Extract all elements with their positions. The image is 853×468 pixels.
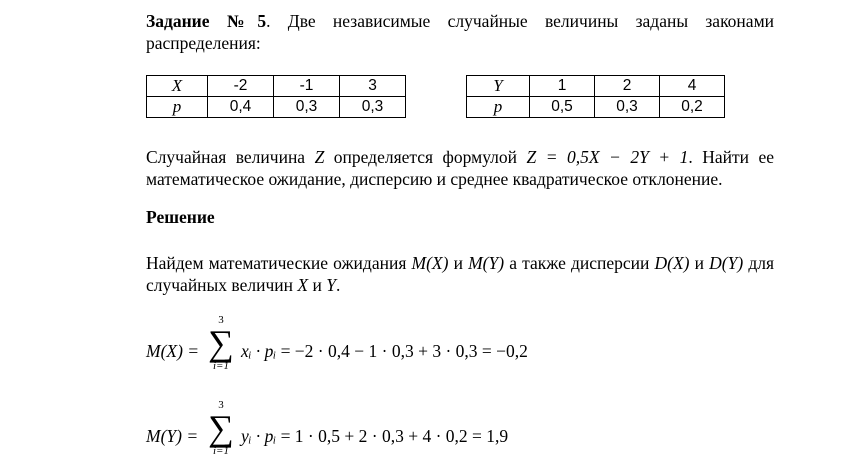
equation-rhs <box>241 341 528 362</box>
intro-text: а также дисперсии <box>504 253 655 273</box>
sigma-icon: ∑ <box>208 408 234 448</box>
math-var: Y <box>326 275 336 295</box>
intro-text: Найдем математические ожидания <box>146 253 412 273</box>
sum-term: xᵢ · pᵢ <box>241 341 277 361</box>
table-cell: 0,3 <box>340 97 406 118</box>
math-expr: M(X) <box>411 253 449 273</box>
summation <box>206 399 236 457</box>
sum-lower: i=1 <box>213 445 229 457</box>
table-cell: 0,3 <box>595 97 660 118</box>
sum-lower: i=1 <box>213 360 229 372</box>
intro-text: . <box>335 275 341 295</box>
intro-text: и <box>308 275 327 295</box>
math-expr: D(Y) <box>709 253 744 273</box>
task-title: Задание №5 <box>146 11 267 31</box>
table-cell: 0,4 <box>208 97 274 118</box>
math-var: X <box>297 275 309 295</box>
math-var: Z <box>314 147 325 167</box>
sigma-icon: ∑ <box>208 323 234 363</box>
table-cell: 1 <box>530 76 595 97</box>
table-row <box>467 97 725 118</box>
sum-upper: 3 <box>218 399 224 411</box>
table-row <box>147 97 406 118</box>
table-cell: -1 <box>274 76 340 97</box>
table-cell: 4 <box>660 76 725 97</box>
table-row <box>147 76 406 97</box>
table-header-prob: p <box>147 97 208 118</box>
statement-paragraph <box>146 146 774 190</box>
solution-heading: Решение <box>146 207 215 227</box>
task-text: . Две независимые случайные величины заданы законами распределения: <box>146 11 775 53</box>
table-header-var: X <box>147 76 208 97</box>
sum-term: yᵢ · pᵢ <box>241 426 277 446</box>
summation <box>206 314 236 372</box>
intro-text: и <box>448 253 469 273</box>
table-header-var: Y <box>467 76 530 97</box>
task-paragraph <box>146 10 774 54</box>
table-cell: 2 <box>595 76 660 97</box>
distribution-table-y <box>466 75 725 118</box>
math-expr: M(Y) <box>468 253 505 273</box>
table-row <box>467 76 725 97</box>
table-header-prob: p <box>467 97 530 118</box>
intro-text: для случайных величин <box>146 253 775 295</box>
equation-lhs: M(X) = <box>146 341 200 361</box>
table-cell: 3 <box>340 76 406 97</box>
intro-text: и <box>689 253 710 273</box>
equation-lhs: M(Y) = <box>146 426 199 446</box>
sum-upper: 3 <box>218 314 224 326</box>
solution-intro <box>146 252 774 296</box>
math-expr: D(X) <box>654 253 690 273</box>
sum-value: = −2 · 0,4 − 1 · 0,3 + 3 · 0,3 = −0,2 <box>280 341 528 361</box>
table-cell: 0,2 <box>660 97 725 118</box>
table-cell: -2 <box>208 76 274 97</box>
table-cell: 0,3 <box>274 97 340 118</box>
distribution-table-x <box>146 75 406 118</box>
statement-text: определяется формулой <box>324 147 527 167</box>
statement-text: . Найти ее математическое ожидание, дисперсию и среднее квадратическое отклонение. <box>146 147 774 189</box>
table-cell: 0,5 <box>530 97 595 118</box>
equation-rhs <box>241 426 508 447</box>
sum-value: = 1 · 0,5 + 2 · 0,3 + 4 · 0,2 = 1,9 <box>280 426 509 446</box>
statement-text: Случайная величина <box>146 147 315 167</box>
math-formula: Z = 0,5X − 2Y + 1 <box>526 147 689 167</box>
